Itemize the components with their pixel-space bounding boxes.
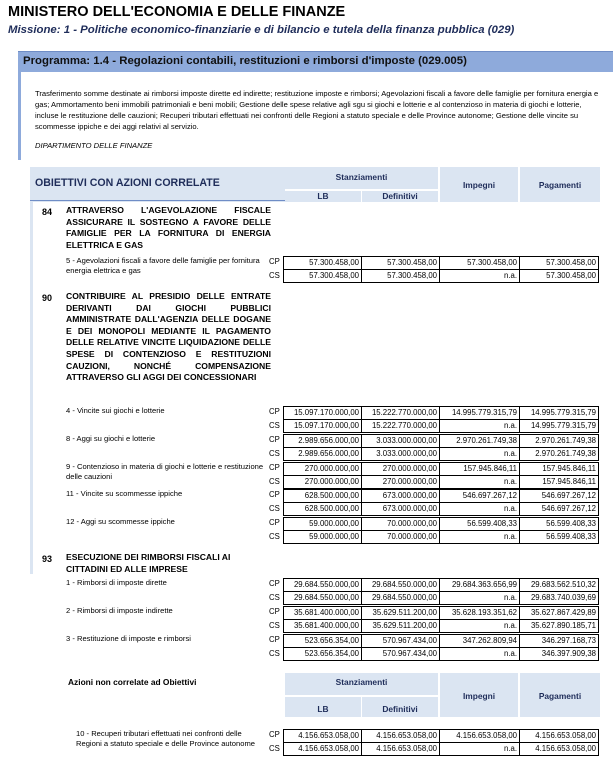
- value-cell-def: 57.300.458,00: [361, 256, 439, 270]
- value-cell-pag: 4.156.653.058,00: [519, 743, 599, 757]
- nc-pagamenti-header: Pagamenti: [538, 691, 582, 701]
- value-cell-pag: 14.995.779.315,79: [519, 406, 599, 420]
- value-cell-imp: n.a.: [439, 620, 519, 634]
- row-type-label: CS: [269, 270, 280, 280]
- value-cell-lb: 29.684.550.000,00: [283, 592, 361, 606]
- nc-lb-header: LB: [317, 704, 329, 714]
- row-type-label: CP: [269, 518, 280, 527]
- value-cell-lb: 57.300.458,00: [283, 270, 361, 284]
- value-cell-pag: 346.397.909,38: [519, 648, 599, 662]
- non-correlated-title: Azioni non correlate ad Obiettivi: [68, 677, 197, 687]
- value-cell-def: 570.967.434,00: [361, 648, 439, 662]
- value-cell-def: 673.000.000,00: [361, 489, 439, 503]
- value-cell-lb: 29.684.550.000,00: [283, 578, 361, 592]
- action-label: 5 - Agevolazioni fiscali a favore delle famiglie per fornitura energia elettrica e gas: [66, 256, 260, 275]
- value-cell-lb: 628.500.000,00: [283, 489, 361, 503]
- action-label: 1 - Rimborsi di imposte dirette: [66, 578, 167, 587]
- value-cell-imp: 35.628.193.351,62: [439, 606, 519, 620]
- value-cell-def: 3.033.000.000,00: [361, 448, 439, 462]
- action-label: 11 - Vincite su scommesse ippiche: [66, 489, 183, 498]
- value-cell-imp: 56.599.408,33: [439, 517, 519, 531]
- value-cell-lb: 523.656.354,00: [283, 648, 361, 662]
- value-cell-pag: 56.599.408,33: [519, 531, 599, 545]
- row-type-label: CS: [269, 592, 280, 602]
- action-label: 4 - Vincite sui giochi e lotterie: [66, 406, 165, 415]
- objective-number: 93: [42, 554, 53, 564]
- value-cell-pag: 157.945.846,11: [519, 462, 599, 476]
- action-label: 9 - Contenzioso in materia di giochi e lotterie e restituzione delle cauzioni: [66, 462, 264, 481]
- objectives-header-label: OBIETTIVI CON AZIONI CORRELATE: [35, 177, 220, 189]
- value-cell-lb: 270.000.000,00: [283, 462, 361, 476]
- objective-number: 90: [42, 293, 53, 303]
- value-cell-pag: 29.683.562.510,32: [519, 578, 599, 592]
- mission-title: Missione: 1 - Politiche economico-finanziarie e di bilancio e tutela della finanza pubblica (029): [8, 24, 515, 36]
- value-cell-imp: n.a.: [439, 270, 519, 284]
- value-cell-def: 35.629.511.200,00: [361, 620, 439, 634]
- value-cell-lb: 270.000.000,00: [283, 476, 361, 490]
- value-cell-lb: 35.681.400.000,00: [283, 620, 361, 634]
- row-type-label: CP: [269, 579, 280, 588]
- lb-header: LB: [317, 191, 329, 201]
- action-label: 2 - Rimborsi di imposte indirette: [66, 606, 173, 615]
- value-cell-imp: n.a.: [439, 592, 519, 606]
- value-cell-pag: 35.627.867.429,89: [519, 606, 599, 620]
- row-type-label: CS: [269, 476, 280, 486]
- value-cell-imp: n.a.: [439, 743, 519, 757]
- programma-description: Trasferimento somme destinate ai rimborsi imposte dirette ed indirette; restituzione imposte e rimborsi; Agevolazioni fiscali a favore delle famiglie per fornitura energia e gas; Ammortamento beni immobili patrimoniali e beni mobili; Gestione delle spese relative agli sgu si giochi e lotterie e al contenzioso in materia di giochi e lotterie, incluse le restituzione delle cauzioni; Recuperi tributari effettuati nei confronti delle Regioni a statuto speciale e delle Province autonome; Gestione delle vincite su scommesse ippiche e dei aggi relativi al servizio.: [35, 89, 599, 131]
- value-cell-imp: 347.262.809,94: [439, 634, 519, 648]
- value-cell-imp: n.a.: [439, 503, 519, 517]
- value-cell-def: 70.000.000,00: [361, 517, 439, 531]
- nc-definitivi-header: Definitivi: [382, 704, 418, 714]
- action-label: 3 - Restituzione di imposte e rimborsi: [66, 634, 191, 643]
- stanziamenti-header: Stanziamenti: [335, 172, 388, 182]
- value-cell-pag: 29.683.740.039,69: [519, 592, 599, 606]
- nc-stanziamenti-header: Stanziamenti: [335, 677, 388, 687]
- value-cell-imp: 14.995.779.315,79: [439, 406, 519, 420]
- value-cell-lb: 15.097.170.000,00: [283, 406, 361, 420]
- value-cell-def: 70.000.000,00: [361, 531, 439, 545]
- row-type-label: CS: [269, 648, 280, 658]
- action-label: 8 - Aggi su giochi e lotterie: [66, 434, 156, 443]
- value-cell-def: 57.300.458,00: [361, 270, 439, 284]
- value-cell-pag: 56.599.408,33: [519, 517, 599, 531]
- value-cell-imp: 57.300.458,00: [439, 256, 519, 270]
- value-cell-imp: n.a.: [439, 420, 519, 434]
- row-type-label: CP: [269, 407, 280, 416]
- value-cell-lb: 2.989.656.000,00: [283, 434, 361, 448]
- value-cell-imp: n.a.: [439, 448, 519, 462]
- value-cell-def: 570.967.434,00: [361, 634, 439, 648]
- value-cell-def: 29.684.550.000,00: [361, 578, 439, 592]
- value-cell-def: 15.222.770.000,00: [361, 420, 439, 434]
- value-cell-imp: n.a.: [439, 476, 519, 490]
- value-cell-lb: 4.156.653.058,00: [283, 729, 361, 743]
- value-cell-def: 673.000.000,00: [361, 503, 439, 517]
- row-type-label: CP: [269, 257, 280, 266]
- value-cell-def: 270.000.000,00: [361, 476, 439, 490]
- row-type-label: CP: [269, 730, 280, 739]
- value-cell-pag: 546.697.267,12: [519, 503, 599, 517]
- value-cell-imp: 2.970.261.749,38: [439, 434, 519, 448]
- value-cell-lb: 57.300.458,00: [283, 256, 361, 270]
- row-type-label: CP: [269, 463, 280, 472]
- row-type-label: CS: [269, 448, 280, 458]
- value-cell-def: 29.684.550.000,00: [361, 592, 439, 606]
- value-cell-lb: 59.000.000,00: [283, 517, 361, 531]
- action-label: 12 - Aggi su scommesse ippiche: [66, 517, 175, 526]
- row-type-label: CP: [269, 635, 280, 644]
- nc-impegni-header: Impegni: [462, 691, 496, 701]
- value-cell-lb: 2.989.656.000,00: [283, 448, 361, 462]
- value-cell-pag: 546.697.267,12: [519, 489, 599, 503]
- value-cell-def: 270.000.000,00: [361, 462, 439, 476]
- value-cell-pag: 57.300.458,00: [519, 270, 599, 284]
- department-label: DIPARTIMENTO DELLE FINANZE: [35, 141, 153, 150]
- value-cell-imp: 29.684.363.656,99: [439, 578, 519, 592]
- row-type-label: CS: [269, 743, 280, 753]
- ministry-title: MINISTERO DELL'ECONOMIA E DELLE FINANZE: [8, 4, 346, 20]
- pagamenti-header: Pagamenti: [538, 180, 582, 190]
- action-label: 10 - Recuperi tributari effettuati nei confronti delle Regioni a statuto speciale e delle Province autonome: [76, 729, 255, 748]
- row-type-label: CP: [269, 490, 280, 499]
- value-cell-lb: 523.656.354,00: [283, 634, 361, 648]
- programma-title: Programma: 1.4 - Regolazioni contabili, restituzioni e rimborsi d'imposte (029.005): [23, 55, 467, 67]
- value-cell-lb: 35.681.400.000,00: [283, 606, 361, 620]
- value-cell-pag: 35.627.890.185,71: [519, 620, 599, 634]
- value-cell-def: 35.629.511.200,00: [361, 606, 439, 620]
- impegni-header: Impegni: [462, 180, 496, 190]
- value-cell-pag: 14.995.779.315,79: [519, 420, 599, 434]
- value-cell-imp: 4.156.653.058,00: [439, 729, 519, 743]
- definitivi-header: Definitivi: [382, 191, 418, 201]
- row-type-label: CS: [269, 503, 280, 513]
- value-cell-lb: 15.097.170.000,00: [283, 420, 361, 434]
- value-cell-pag: 57.300.458,00: [519, 256, 599, 270]
- value-cell-pag: 2.970.261.749,38: [519, 448, 599, 462]
- row-type-label: CS: [269, 620, 280, 630]
- value-cell-pag: 157.945.846,11: [519, 476, 599, 490]
- objectives-header-rule: [30, 200, 285, 201]
- objective-title: ATTRAVERSO L'AGEVOLAZIONE FISCALE ASSICURARE IL SOSTEGNO A FAVORE DELLE FAMIGLIE PER LA FORNITURA DI ENERGIA ELETTRICA E GAS: [66, 205, 271, 250]
- value-cell-pag: 346.297.168,73: [519, 634, 599, 648]
- row-type-label: CP: [269, 607, 280, 616]
- table-left-stripe: [30, 202, 33, 574]
- objective-number: 84: [42, 207, 53, 217]
- value-cell-imp: n.a.: [439, 648, 519, 662]
- value-cell-lb: 4.156.653.058,00: [283, 743, 361, 757]
- value-cell-imp: 157.945.846,11: [439, 462, 519, 476]
- value-cell-def: 15.222.770.000,00: [361, 406, 439, 420]
- value-cell-def: 4.156.653.058,00: [361, 743, 439, 757]
- value-cell-lb: 628.500.000,00: [283, 503, 361, 517]
- value-cell-imp: n.a.: [439, 531, 519, 545]
- row-type-label: CP: [269, 435, 280, 444]
- objective-title: CONTRIBUIRE AL PRESIDIO DELLE ENTRATE DERIVANTI DAI GIOCHI PUBBLICI AMMINISTRATE DALL'AGENZIA DELLE DOGANE E DEI MONOPOLI MEDIANTE IL PAGAMENTO DELLE RELATIVE VINCITE LIQUIDAZIONE DELLE SPESE DI CONTENZIOSO E RESTITUZIONI CAUZIONI, NONCHÉ COMPENSAZIONE ATTRAVERSO GLI AGGI DEI CONCESSIONARI: [66, 291, 271, 383]
- programma-header: [18, 51, 613, 72]
- value-cell-lb: 59.000.000,00: [283, 531, 361, 545]
- value-cell-pag: 4.156.653.058,00: [519, 729, 599, 743]
- value-cell-def: 4.156.653.058,00: [361, 729, 439, 743]
- value-cell-def: 3.033.000.000,00: [361, 434, 439, 448]
- row-type-label: CS: [269, 420, 280, 430]
- row-type-label: CS: [269, 531, 280, 541]
- value-cell-pag: 2.970.261.749,38: [519, 434, 599, 448]
- objective-title: ESECUZIONE DEI RIMBORSI FISCALI AI CITTADINI ED ALLE IMPRESE: [66, 552, 231, 574]
- value-cell-imp: 546.697.267,12: [439, 489, 519, 503]
